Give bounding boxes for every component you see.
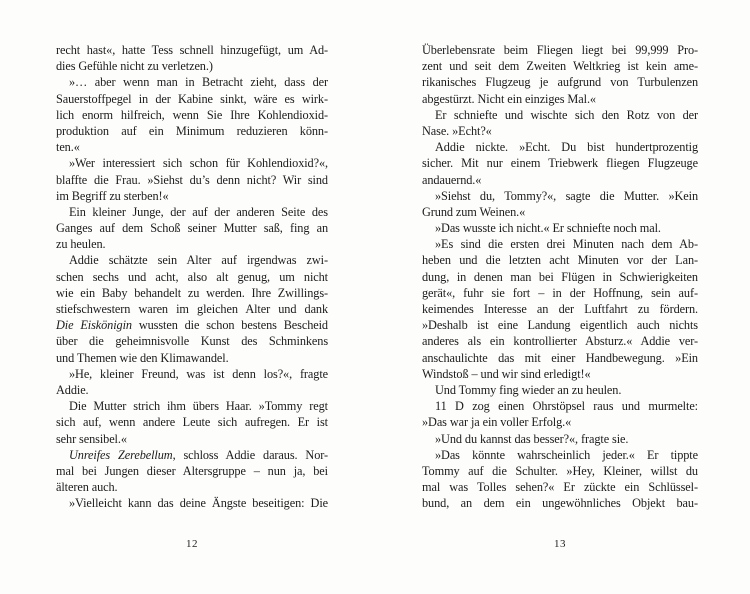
text-segment: anschaulichte das mit einer Handbewegung. »Ein [422,350,698,365]
paragraph [56,204,328,253]
page-left-text [56,42,328,511]
text-line [422,495,698,511]
paragraph [56,252,328,365]
text-segment: »Und du kannst das besser?«, fragte sie. [435,431,629,446]
text-segment: schen sechs und acht, also alt genug, um nicht [56,269,328,284]
text-segment: produktion auf ein Minimum reduzieren könn- [56,123,328,138]
text-line [422,269,698,285]
paragraph [422,447,698,512]
text-segment: Windstoß – und wir sind erledigt!« [422,366,591,381]
text-line [56,301,328,317]
text-line [422,431,698,447]
text-line [422,91,698,107]
text-line [56,58,328,74]
text-line [422,350,698,366]
text-line [56,172,328,188]
paragraph [56,447,328,496]
text-line [56,350,328,366]
text-line [56,91,328,107]
text-segment: sich auf, wenn andere Leute sich aufregen. Er ist [56,415,328,430]
text-line [56,188,328,204]
paragraph [56,74,328,155]
text-segment: »Siehst du, Tommy?«, sagte die Mutter. »Kein [435,188,699,203]
paragraph [56,155,328,204]
text-segment: mal bei Jungen dieser Altersgruppe – nun ja, bei [56,463,328,478]
text-line [56,431,328,447]
text-segment: Sauerstoffpegel in der Kabine sinkt, wäre es wirk- [56,91,328,106]
text-segment: »Das könnte wahrscheinlich jeder.« Er tippte [435,447,698,462]
paragraph [422,431,698,447]
text-segment: ten.« [56,140,80,155]
text-segment: älteren auch. [56,480,118,495]
text-line [56,155,328,171]
text-line [422,366,698,382]
text-segment: lich enorm hilfreich, wenn Sie Ihre Kohlendioxid- [56,107,328,122]
text-line [422,74,698,90]
text-line [56,317,328,333]
text-line [56,463,328,479]
text-line [56,414,328,430]
text-line [422,447,698,463]
text-segment: Tommy auf die Schulter. »Hey, Kleiner, willst du [422,463,698,478]
paragraph [56,398,328,447]
text-line [56,366,328,382]
text-line [422,285,698,301]
text-line [422,42,698,58]
paragraph [422,42,698,107]
text-line [422,204,698,220]
text-segment: dies Gefühle nicht zu verletzen.) [56,59,213,74]
text-segment: »Das wusste ich nicht.« Er schniefte noch mal. [435,221,661,236]
paragraph [56,42,328,74]
text-segment: abgestürzt. Nicht ein einziges Mal.« [422,91,596,106]
text-line [56,269,328,285]
text-segment: andauernd.« [422,172,482,187]
text-line [56,74,328,90]
text-segment: mal was Tolles sehen?« Er zückte ein Schlüssel- [422,480,698,495]
text-line [56,252,328,268]
text-segment: »Vielleicht kann das deine Ängste beseitigen: Die [69,496,329,511]
text-segment: Addie. [56,382,89,397]
text-line [56,398,328,414]
italic-text: Die Eiskönigin [56,318,132,333]
text-segment: wussten die schon bestens Bescheid [131,318,328,333]
text-segment: Er schniefte und wischte sich den Rotz von der [435,107,699,122]
text-segment: sehr sensibel.« [56,431,127,446]
text-line [56,333,328,349]
text-segment: »Das war ja ein voller Erfolg.« [422,415,572,430]
italic-text: Unreifes Zerebellum [69,447,173,462]
text-segment: Und Tommy fing wieder an zu heulen. [435,382,622,397]
text-line [422,236,698,252]
text-segment: über die geheimnisvolle Kunst des Schminkens [56,334,329,349]
text-line [422,139,698,155]
text-line [56,285,328,301]
text-segment: Die Mutter strich ihm übers Haar. »Tommy regt [69,399,328,414]
text-line [56,236,328,252]
text-segment: »Wer interessiert sich schon für Kohlendioxid?«, [69,156,328,171]
text-segment: dung, in denen man bei Flügen in Schwierigkeiten [422,269,698,284]
text-segment: , schloss Addie daraus. Nor- [172,447,328,462]
text-segment: im Begriff zu sterben!« [56,188,169,203]
text-segment: Addie schätzte sein Alter auf irgendwas zwi- [69,253,328,268]
text-segment: Ein kleiner Junge, der auf der anderen Seite des [69,204,328,219]
text-segment: anderes als ein kontrollierter Absturz.« Addie ver- [422,334,699,349]
text-segment: keimendes Interesse an der Luftfahrt zu fördern. [422,302,698,316]
text-line [422,58,698,74]
text-segment: gerät«, fuhr sie fort – in der Hoffnung, sein auf- [422,285,698,300]
text-segment: bund, an dem ein ungewöhnliches Objekt bau- [422,496,698,511]
text-segment: recht hast«, hatte Tess schnell hinzugefügt, um Ad- [56,43,329,57]
paragraph [422,139,698,188]
text-segment: sicher. Mit nur einem Triebwerk fliegen Flugzeuge [422,156,698,171]
text-segment: und Themen wie den Klimawandel. [56,350,229,365]
text-segment: Addie nickte. »Echt. Du bist hundertprozentig [435,140,698,155]
page-left-number: 12 [186,538,198,550]
text-line [422,333,698,349]
text-line [422,301,698,317]
text-line [56,220,328,236]
text-segment: Überlebensrate beim Fliegen liegt bei 99,999 Pro- [422,43,698,57]
text-line [422,172,698,188]
text-segment: zent und seit dem Zweiten Weltkrieg ist kein ame- [422,59,698,74]
text-line [56,123,328,139]
text-line [422,123,698,139]
paragraph [56,495,328,511]
text-segment: Ganges auf dem Schoß seiner Mutter saß, fing an [56,221,329,236]
text-line [422,252,698,268]
text-segment: »Es sind die ersten drei Minuten nach dem Ab- [435,237,698,252]
paragraph [56,366,328,398]
text-segment: Grund zum Weinen.« [422,204,526,219]
text-segment: 11 D zog einen Ohrstöpsel raus und murmelte: [435,399,698,414]
page-right [422,42,699,550]
page-right-number: 13 [554,538,566,550]
text-line [422,414,698,430]
paragraph [422,382,698,398]
text-segment: »He, kleiner Freund, was ist denn los?«, fragte [69,366,329,381]
text-segment: wie ein Baby behandelt zu werden. Ihre Zwillings- [56,285,329,300]
text-line [56,107,328,123]
paragraph [422,188,698,220]
text-segment: »… aber wenn man in Betracht zieht, dass der [69,75,328,90]
text-line [422,463,698,479]
text-line [56,447,328,463]
paragraph [422,398,698,430]
text-segment: blaffte die Frau. »Siehst du’s denn nicht? Wir sind [56,172,328,187]
text-line [56,42,328,58]
text-segment: Nase. »Echt?« [422,123,492,138]
text-line [422,188,698,204]
text-segment: »Deshalb ist eine Landung eigentlich auch nichts [422,318,698,333]
text-line [422,479,698,495]
paragraph [422,220,698,236]
text-segment: heben und die letzten acht Minuten vor der Lan- [422,253,698,268]
page-left [56,42,329,550]
text-line [422,382,698,398]
text-segment: stiefschwestern waren im gleichen Alter und dank [56,302,329,316]
text-line [422,107,698,123]
text-line [422,398,698,414]
text-line [56,382,328,398]
paragraph [422,107,698,139]
paragraph [422,236,698,382]
text-segment: rikanisches Flugzeug je aufgrund von Turbulenzen [422,75,698,90]
text-line [422,155,698,171]
text-line [56,204,328,220]
text-line [422,317,698,333]
text-line [56,495,328,511]
text-line [56,479,328,495]
text-line [56,139,328,155]
text-segment: zu heulen. [56,237,106,252]
page-right-text [422,42,698,511]
text-line [422,220,698,236]
